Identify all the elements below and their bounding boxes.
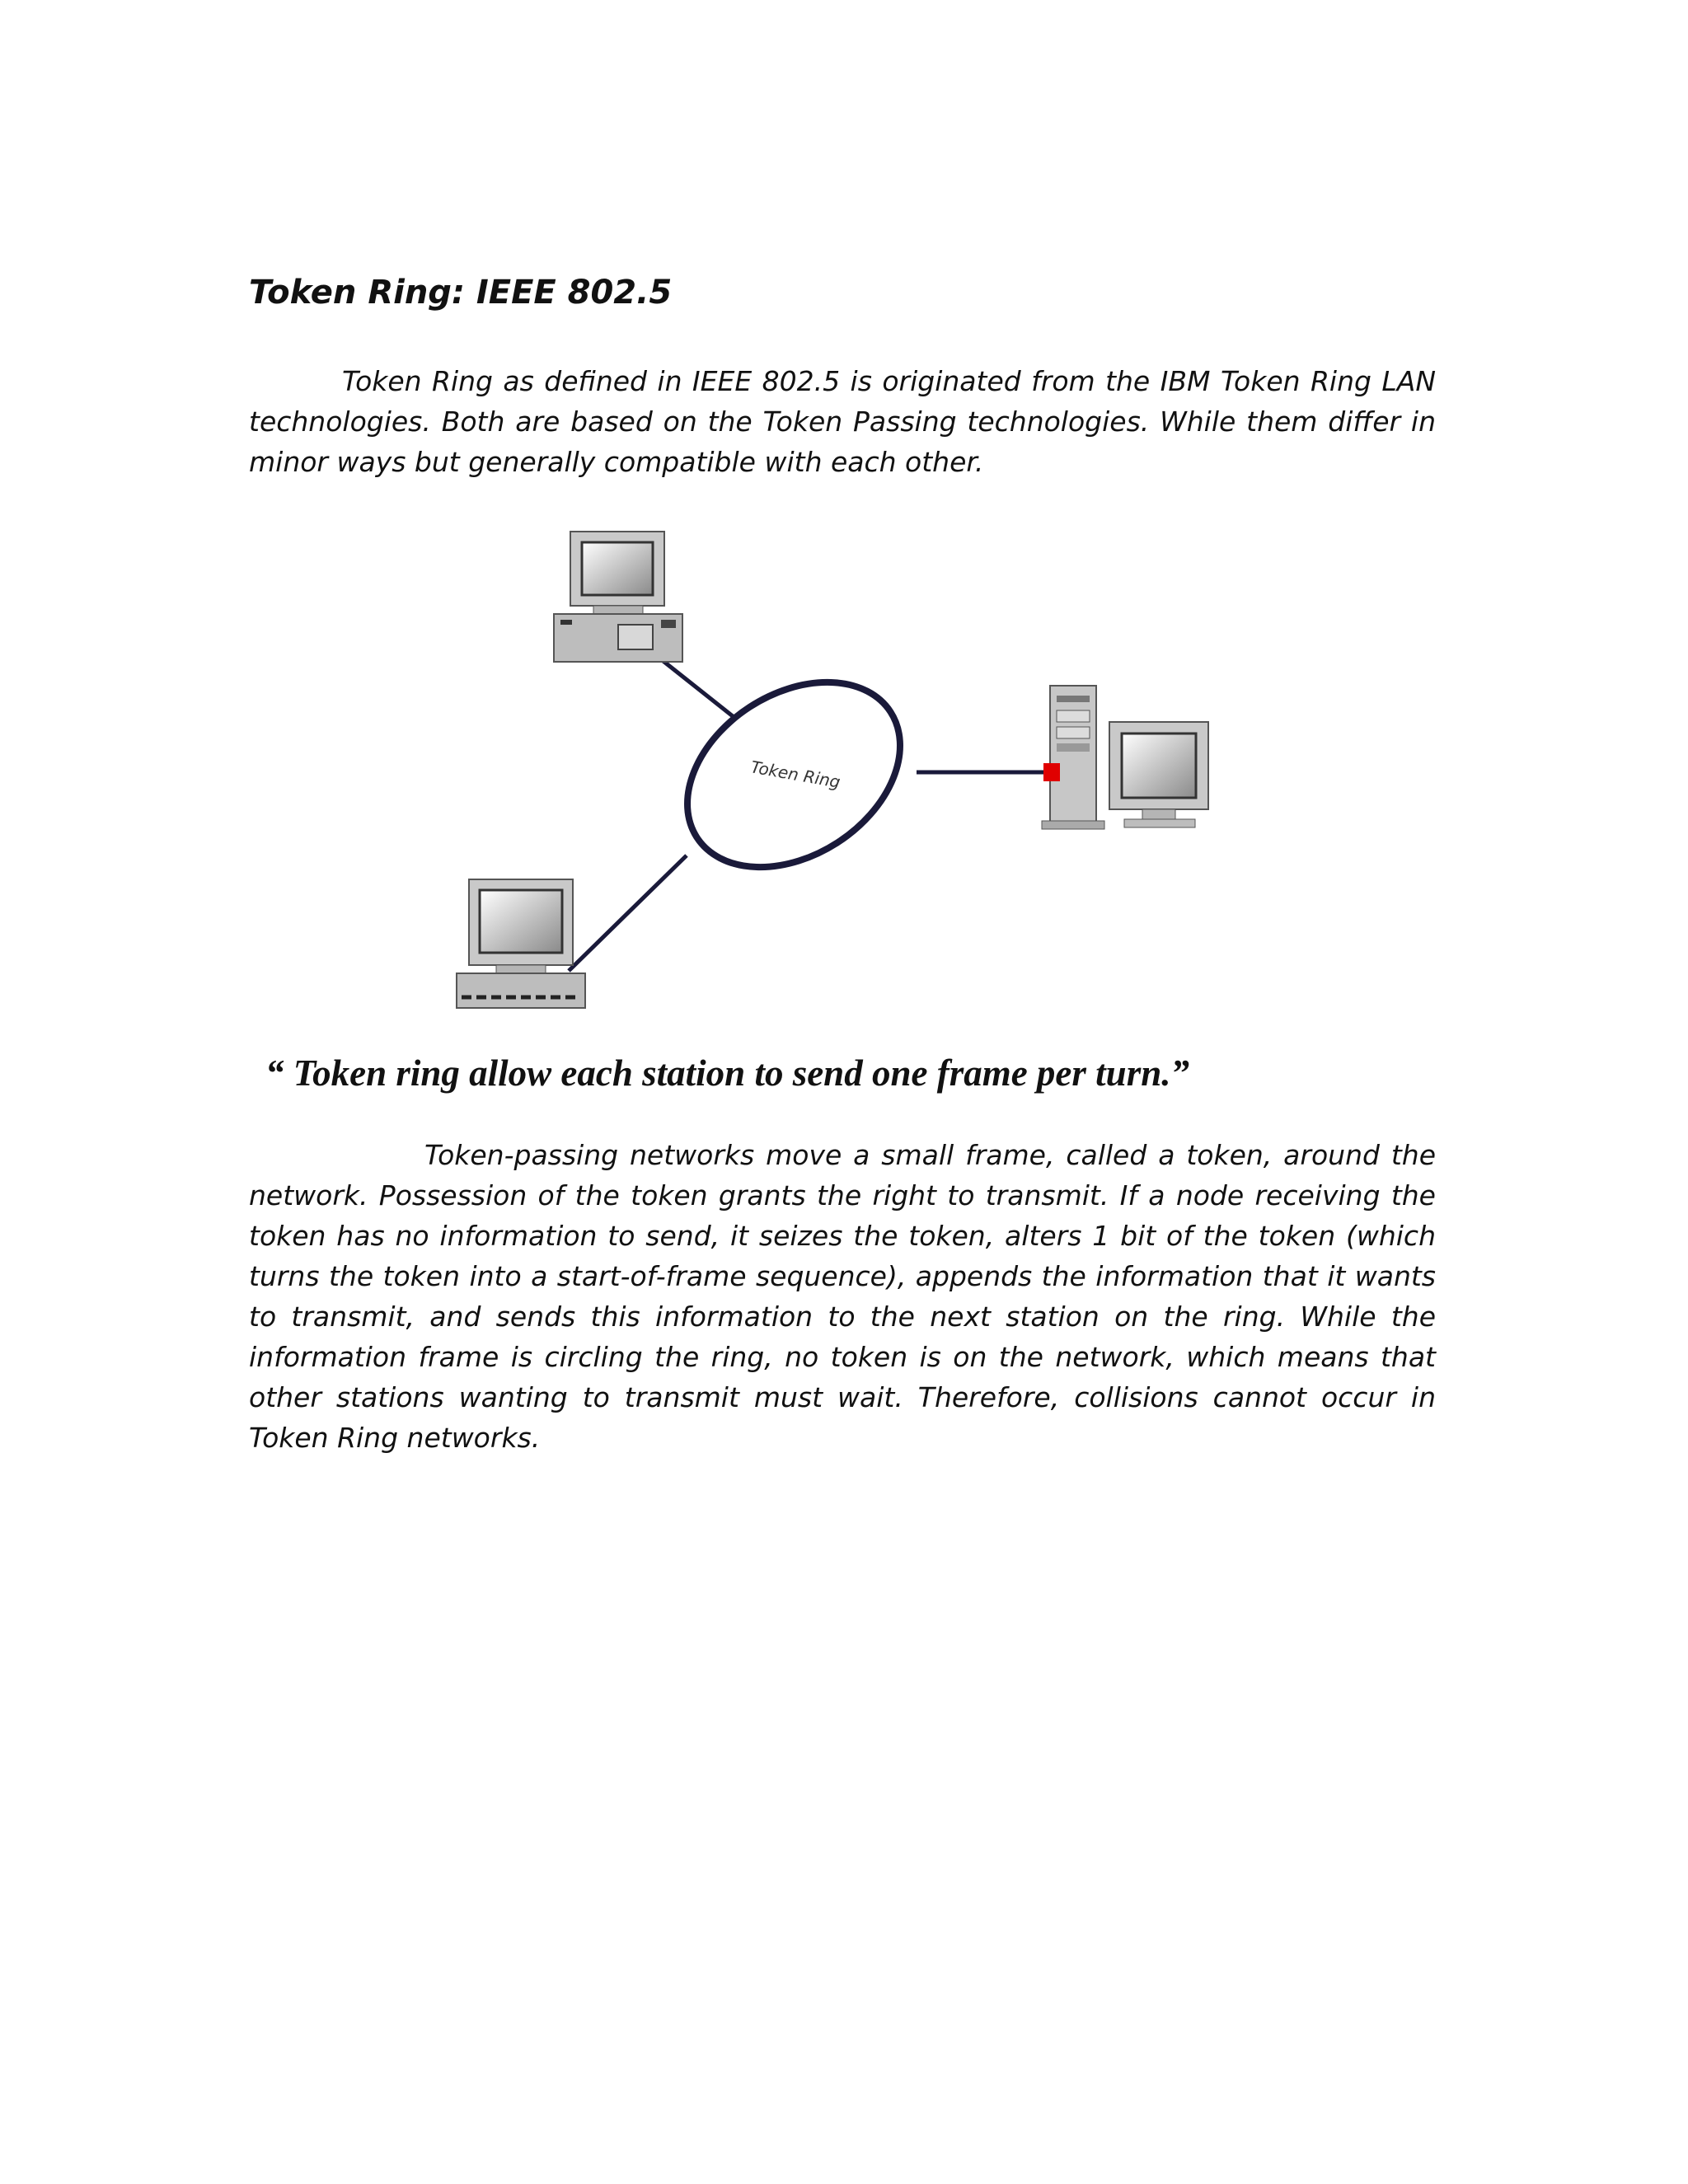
pull-quote: “ Token ring allow each station to send one frame per turn.” (265, 1052, 1189, 1094)
body-paragraph: Token-passing networks move a small frame, called a token, around the network. Possession of the token grants the right to transmit. If a node receiving the token has no information to send, it seizes the token, alters 1 bit of the token (which turns the token into a start-of-frame sequence), appends the information that it wants to transmit, and sends this information to the next station on the ring. While the information frame is circling the ring, no token is on the network, which means that other stations wanting to transmit must wait. Therefore, collisions cannot occur in Token Ring networks. (249, 1139, 1436, 1454)
tower-computer-icon (1042, 686, 1208, 829)
workstation-computer-icon (457, 879, 585, 1008)
ring-label: Token Ring (749, 757, 842, 792)
intro-paragraph: Token Ring as defined in IEEE 802.5 is originated from the IBM Token Ring LAN technologies. Both are based on the Token Passing technologies. While them differ in minor ways but generally compatible with each other. (249, 365, 1436, 478)
section-heading: Token Ring: IEEE 802.5 (249, 274, 673, 312)
desktop-computer-icon (554, 532, 682, 662)
token-ring-diagram (445, 519, 1269, 1014)
link-bottom (569, 855, 687, 971)
network-connector-port (1043, 763, 1060, 781)
